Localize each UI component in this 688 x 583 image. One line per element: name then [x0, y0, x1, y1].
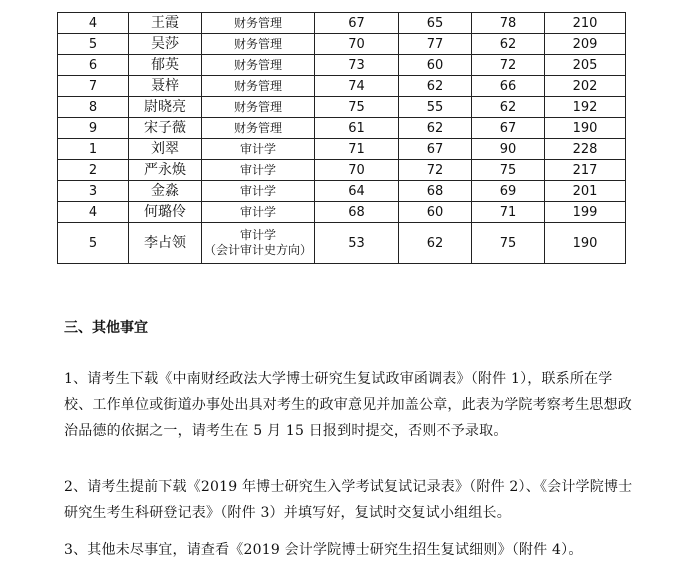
score-cell: 65: [399, 13, 472, 34]
table-row: [58, 34, 626, 55]
score-cell: 67: [472, 118, 545, 139]
name-cell: 王霞: [129, 13, 202, 34]
rank-cell: 5: [58, 34, 129, 55]
score-cell: 60: [399, 55, 472, 76]
table-row: [58, 181, 626, 202]
rank-cell: 4: [58, 202, 129, 223]
score-cell: 75: [472, 223, 545, 264]
score-cell: 68: [399, 181, 472, 202]
score-cell: 72: [399, 160, 472, 181]
table-row: [58, 13, 626, 34]
rank-cell: 5: [58, 223, 129, 264]
score-cell: 70: [315, 34, 399, 55]
name-cell: 郁英: [129, 55, 202, 76]
major-cell: 审计学: [202, 202, 315, 223]
score-cell: 90: [472, 139, 545, 160]
score-cell: 71: [472, 202, 545, 223]
rank-cell: 9: [58, 118, 129, 139]
name-cell: 严永焕: [129, 160, 202, 181]
paragraph-notice-3: 3、其他未尽事宜，请查看《2019 会计学院博士研究生招生复试细则》（附件 4）。: [64, 542, 583, 558]
major-cell: 财务管理: [202, 55, 315, 76]
table-row: [58, 202, 626, 223]
name-cell: 金淼: [129, 181, 202, 202]
score-cell: 62: [399, 76, 472, 97]
score-cell: 74: [315, 76, 399, 97]
total-cell: 190: [545, 118, 626, 139]
name-cell: 何璐伶: [129, 202, 202, 223]
score-cell: 73: [315, 55, 399, 76]
score-cell: 78: [472, 13, 545, 34]
paragraph-notice-1: 1、请考生下载《中南财经政法大学博士研究生复试政审函调表》（附件 1），联系所在学校、工作单位或街道办事处出具对考生的政审意见并加盖公章，此表为学院考察考生思想政治品德的依据之一，请考生在 5 月 15 日报到时提交，否则不予录取。: [64, 371, 632, 439]
score-cell: 75: [472, 160, 545, 181]
score-cell: 55: [399, 97, 472, 118]
rank-cell: 2: [58, 160, 129, 181]
table-row: [58, 97, 626, 118]
major-direction: （会计审计史方向）: [203, 243, 312, 257]
score-cell: 64: [315, 181, 399, 202]
rank-cell: 8: [58, 97, 129, 118]
total-cell: 202: [545, 76, 626, 97]
total-cell: 199: [545, 202, 626, 223]
score-cell: 71: [315, 139, 399, 160]
major-cell: 审计学: [202, 139, 315, 160]
table-row: [58, 118, 626, 139]
score-cell: 77: [399, 34, 472, 55]
rank-cell: 4: [58, 13, 129, 34]
score-cell: 62: [472, 34, 545, 55]
name-cell: 宋子薇: [129, 118, 202, 139]
score-cell: 53: [315, 223, 399, 264]
section-heading: 三、其他事宜: [64, 320, 148, 336]
score-cell: 68: [315, 202, 399, 223]
major-cell: 财务管理: [202, 76, 315, 97]
score-cell: 75: [315, 97, 399, 118]
score-cell: 69: [472, 181, 545, 202]
table-row: [58, 223, 626, 264]
score-cell: 67: [315, 13, 399, 34]
name-cell: 李占领: [129, 223, 202, 264]
total-cell: 192: [545, 97, 626, 118]
major-label: 审计学: [239, 228, 276, 242]
name-cell: 尉晓亮: [129, 97, 202, 118]
total-cell: 209: [545, 34, 626, 55]
paragraph-notice-2: 2、请考生提前下载《2019 年博士研究生入学考试复试记录表》（附件 2）、《会计学院博士研究生考生科研登记表》（附件 3）并填写好，复试时交复试小组组长。: [64, 479, 633, 521]
score-cell: 72: [472, 55, 545, 76]
name-cell: 刘翠: [129, 139, 202, 160]
total-cell: 190: [545, 223, 626, 264]
score-cell: 62: [472, 97, 545, 118]
score-cell: 62: [399, 118, 472, 139]
major-cell: 财务管理: [202, 13, 315, 34]
total-cell: 210: [545, 13, 626, 34]
score-cell: 61: [315, 118, 399, 139]
score-cell: 62: [399, 223, 472, 264]
rank-cell: 1: [58, 139, 129, 160]
rank-cell: 3: [58, 181, 129, 202]
score-table: [57, 12, 626, 264]
name-cell: 聂梓: [129, 76, 202, 97]
total-cell: 217: [545, 160, 626, 181]
rank-cell: 6: [58, 55, 129, 76]
total-cell: 205: [545, 55, 626, 76]
score-cell: 66: [472, 76, 545, 97]
score-cell: 70: [315, 160, 399, 181]
total-cell: 201: [545, 181, 626, 202]
rank-cell: 7: [58, 76, 129, 97]
major-cell: [202, 223, 315, 264]
major-cell: 审计学: [202, 181, 315, 202]
major-cell: 财务管理: [202, 118, 315, 139]
major-cell: 财务管理: [202, 97, 315, 118]
major-cell: 审计学: [202, 160, 315, 181]
name-cell: 吴莎: [129, 34, 202, 55]
score-cell: 60: [399, 202, 472, 223]
major-cell: 财务管理: [202, 34, 315, 55]
table-row: [58, 55, 626, 76]
total-cell: 228: [545, 139, 626, 160]
table-row: [58, 76, 626, 97]
score-cell: 67: [399, 139, 472, 160]
table-row: [58, 160, 626, 181]
table-row: [58, 139, 626, 160]
score-table-body: [58, 13, 626, 264]
